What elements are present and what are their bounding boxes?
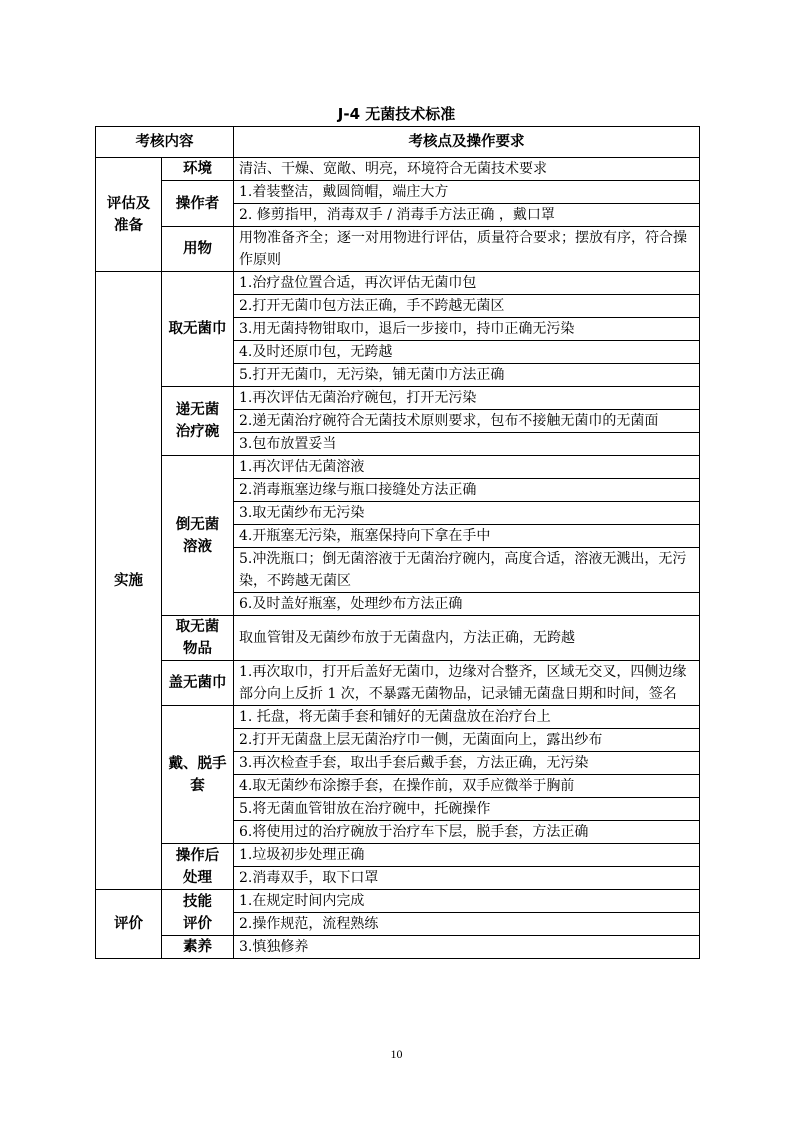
requirement-item: 2.消毒瓶塞边缘与瓶口接缝处方法正确: [234, 479, 700, 502]
table-body: [96, 158, 700, 959]
table-row: [96, 936, 700, 959]
requirement-item: 2.消毒双手，取下口罩: [234, 867, 700, 890]
requirement-item: 2.打开无菌巾包方法正确，手不跨越无菌区: [234, 295, 700, 318]
requirement-item: 2.操作规范，流程熟练: [234, 913, 700, 936]
requirement-item: 1.治疗盘位置合适，再次评估无菌巾包: [234, 272, 700, 295]
page-number: 10: [390, 1047, 403, 1061]
page-title: J-4 无菌技术标准: [337, 105, 456, 123]
requirement-item: 1.垃圾初步处理正确: [234, 844, 700, 867]
group-name: 递无菌 治疗碗: [162, 387, 234, 456]
requirement-item: 6.将使用过的治疗碗放于治疗车下层，脱手套，方法正确: [234, 821, 700, 844]
group-name: 取无菌 物品: [162, 616, 234, 661]
requirement-item: 1. 托盘，将无菌手套和铺好的无菌盘放在治疗台上: [234, 706, 700, 729]
table-row: [96, 387, 700, 410]
section-category: 评价: [96, 890, 162, 959]
group-name: 操作后 处理: [162, 844, 234, 890]
requirement-item: 1.再次取巾，打开后盖好无菌巾，边缘对合整齐，区域无交叉，四侧边缘部分向上反折 1 次，不暴露无菌物品，记录铺无菌盘日期和时间，签名: [234, 661, 700, 706]
group-name: 素养: [162, 936, 234, 959]
table-row: [96, 890, 700, 913]
requirement-item: 4.及时还原巾包，无跨越: [234, 341, 700, 364]
requirement-item: 2.递无菌治疗碗符合无菌技术原则要求，包布不接触无菌巾的无菌面: [234, 410, 700, 433]
requirement-item: 3.慎独修养: [234, 936, 700, 959]
requirement-item: 6.及时盖好瓶塞，处理纱布方法正确: [234, 593, 700, 616]
table-row: [96, 456, 700, 479]
requirement-item: 2.打开无菌盘上层无菌治疗巾一侧，无菌面向上，露出纱布: [234, 729, 700, 752]
requirement-item: 5.打开无菌巾，无污染，铺无菌巾方法正确: [234, 364, 700, 387]
group-name: 取无菌巾: [162, 272, 234, 387]
section-category: 评估及 准备: [96, 158, 162, 272]
requirement-item: 1.在规定时间内完成: [234, 890, 700, 913]
table-row: [96, 158, 700, 181]
section-category: 实施: [96, 272, 162, 890]
requirement-item: 2. 修剪指甲，消毒双手 / 消毒手方法正确 ，戴口罩: [234, 204, 700, 227]
table-row: [96, 272, 700, 295]
group-name: 技能 评价: [162, 890, 234, 936]
table-row: [96, 844, 700, 867]
group-name: 倒无菌 溶液: [162, 456, 234, 616]
requirement-item: 5.冲洗瓶口；倒无菌溶液于无菌治疗碗内，高度合适，溶液无溅出，无污染，不跨越无菌区: [234, 548, 700, 593]
requirement-item: 5.将无菌血管钳放在治疗碗中，托碗操作: [234, 798, 700, 821]
requirement-item: 3.包布放置妥当: [234, 433, 700, 456]
table-row: [96, 227, 700, 272]
group-name: 盖无菌巾: [162, 661, 234, 706]
requirement-item: 1.再次评估无菌治疗碗包，打开无污染: [234, 387, 700, 410]
header-assessment-content: 考核内容: [96, 127, 234, 158]
requirement-item: 用物准备齐全；逐一对用物进行评估，质量符合要求；摆放有序，符合操作原则: [234, 227, 700, 272]
group-name: 环境: [162, 158, 234, 181]
group-name: 用物: [162, 227, 234, 272]
requirement-item: 1.再次评估无菌溶液: [234, 456, 700, 479]
requirement-item: 4.开瓶塞无污染，瓶塞保持向下拿在手中: [234, 525, 700, 548]
group-name: 戴、脱手套: [162, 706, 234, 844]
table-row: [96, 616, 700, 661]
requirement-item: 1.着装整洁，戴圆筒帽，端庄大方: [234, 181, 700, 204]
table-row: [96, 661, 700, 706]
header-assessment-points: 考核点及操作要求: [234, 127, 700, 158]
table-row: [96, 181, 700, 204]
requirement-item: 取血管钳及无菌纱布放于无菌盘内，方法正确，无跨越: [234, 616, 700, 661]
requirement-item: 3.取无菌纱布无污染: [234, 502, 700, 525]
table-row: [96, 706, 700, 729]
requirement-item: 3.用无菌持物钳取巾，退后一步接巾，持巾正确无污染: [234, 318, 700, 341]
assessment-table: [95, 126, 700, 959]
requirement-item: 3.再次检查手套，取出手套后戴手套，方法正确，无污染: [234, 752, 700, 775]
group-name: 操作者: [162, 181, 234, 227]
requirement-item: 4.取无菌纱布涂擦手套，在操作前，双手应微举于胸前: [234, 775, 700, 798]
requirement-item: 清洁、干燥、宽敞、明亮，环境符合无菌技术要求: [234, 158, 700, 181]
